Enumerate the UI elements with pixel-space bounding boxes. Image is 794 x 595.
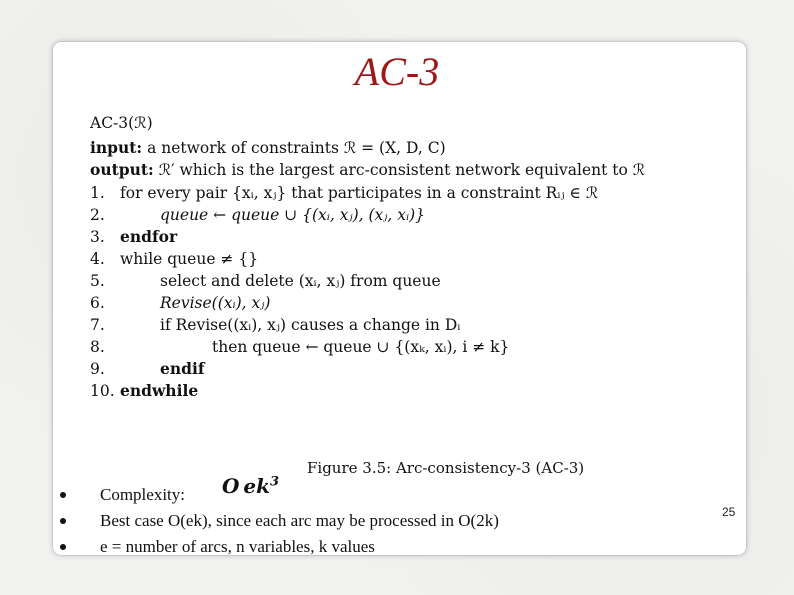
bullet-dot-icon <box>60 492 66 498</box>
bullet-text: Best case O(ek), since each arc may be processed in O(2k) <box>100 511 499 530</box>
slide-card <box>53 42 746 555</box>
line-number: 7. <box>90 316 105 334</box>
line-code: endif <box>160 359 205 378</box>
line-code: queue ← queue ∪ {(xᵢ, xⱼ), (xⱼ, xᵢ)} <box>160 206 426 224</box>
formula-base: O ek <box>222 474 270 498</box>
figure-caption: Figure 3.5: Arc-consistency-3 (AC-3) <box>307 459 585 477</box>
line-code: select and delete (xᵢ, xⱼ) from queue <box>160 272 441 290</box>
line-code: endfor <box>120 227 178 246</box>
input-label: input: <box>90 138 143 157</box>
complexity-formula <box>222 474 279 498</box>
line-code: if Revise((xᵢ), xⱼ) causes a change in Dᵢ <box>160 316 461 334</box>
page-number: 25 <box>722 505 736 519</box>
output-label: output: <box>90 160 154 179</box>
algorithm-input <box>90 137 446 159</box>
formula-exponent: 3 <box>270 474 280 490</box>
line-code: then queue ← queue ∪ {(xₖ, xᵢ), i ≠ k} <box>212 338 510 356</box>
bullet-dot-icon <box>60 544 66 550</box>
algorithm-header: AC-3(ℛ) <box>90 114 153 132</box>
bullet-text: e = number of arcs, n variables, k values <box>100 537 375 556</box>
line-code: endwhile <box>120 381 199 400</box>
bullet-text: Complexity: <box>100 485 185 504</box>
line-number: 2. <box>90 206 105 224</box>
line-number: 6. <box>90 294 105 312</box>
line-number: 5. <box>90 272 105 290</box>
line-number: 9. <box>90 360 105 378</box>
slide-title: AC-3 <box>354 49 440 94</box>
line-code: for every pair {xᵢ, xⱼ} that participates in a constraint Rᵢⱼ ∈ ℛ <box>120 184 599 202</box>
line-number: 10. <box>90 382 115 400</box>
line-code: while queue ≠ {} <box>120 250 259 268</box>
algorithm-output <box>90 159 645 181</box>
input-text: a network of constraints ℛ = (X, D, C) <box>147 139 446 157</box>
line-code: Revise((xᵢ), xⱼ) <box>160 294 271 312</box>
line-number: 3. <box>90 228 105 246</box>
line-number: 4. <box>90 250 105 268</box>
line-number: 8. <box>90 338 105 356</box>
line-number: 1. <box>90 184 105 202</box>
bullet-dot-icon <box>60 518 66 524</box>
output-text: ℛ′ which is the largest arc-consistent network equivalent to ℛ <box>158 161 646 179</box>
